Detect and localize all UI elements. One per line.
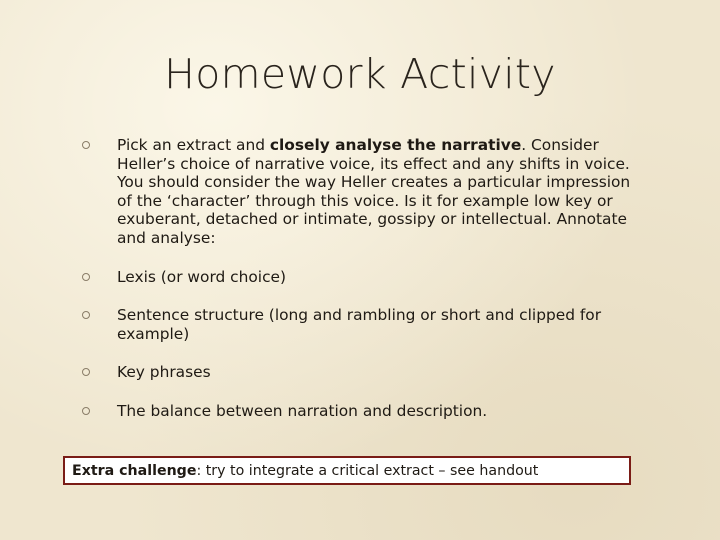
bullet-item xyxy=(82,306,642,343)
bullet-circle-icon xyxy=(82,407,90,415)
bullet-text: Lexis (or word choice) xyxy=(117,267,287,286)
bullet-text xyxy=(117,136,642,248)
bullet-item xyxy=(82,136,642,248)
extra-challenge-label: Extra challenge xyxy=(72,463,197,479)
bullet-circle-icon xyxy=(82,368,90,376)
bullet-circle-icon xyxy=(82,141,90,149)
bullet-item xyxy=(82,268,642,287)
bullet-text: The balance between narration and description. xyxy=(117,401,488,420)
bullet-text: Sentence structure (long and rambling or short and clipped for example) xyxy=(117,306,602,343)
bullet-circle-icon xyxy=(82,273,90,281)
bullet-text-segment: . Consider Heller’s choice of narrative voice, its effect and any shifts in voice. You should consider the way Heller creates a particular impression of the ‘character’ through this voice. Is it for example low key or exuberant, detached or intimate, gossipy or intellectual. Annotate and analyse: xyxy=(117,136,631,247)
bullet-circle-icon xyxy=(82,311,90,319)
extra-challenge-text: : try to integrate a critical extract – see handout xyxy=(196,463,539,479)
slide-title: Homework Activity xyxy=(164,50,556,98)
bullet-text-emphasis: closely analyse the narrative xyxy=(269,136,522,154)
bullet-text: Key phrases xyxy=(117,363,211,382)
extra-challenge-box xyxy=(63,456,631,485)
bullet-item xyxy=(82,363,642,382)
bullet-text-segment: Pick an extract and xyxy=(117,136,270,154)
bullet-list xyxy=(82,136,642,421)
bullet-item xyxy=(82,402,642,421)
